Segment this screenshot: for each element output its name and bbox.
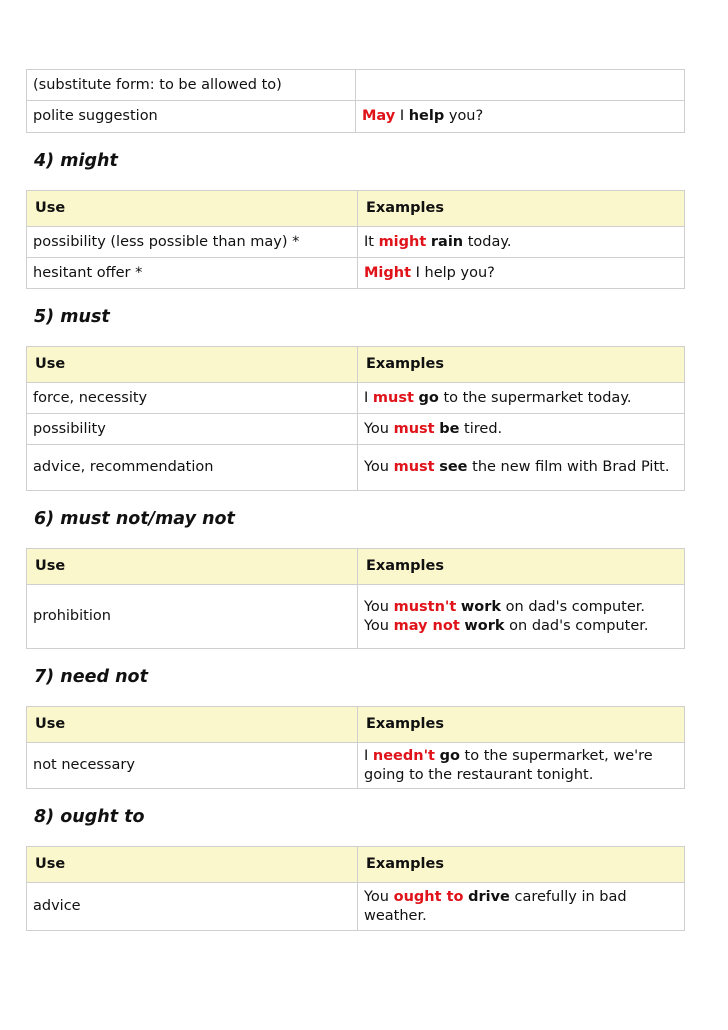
use-header: Use [27, 549, 358, 585]
use-cell: polite suggestion [27, 101, 356, 133]
modal-verb: mustn't [393, 598, 457, 615]
example-text: on dad's computer. [504, 617, 649, 634]
use-cell: prohibition [27, 585, 358, 649]
example-cell [358, 883, 685, 931]
table-header-row [27, 549, 685, 585]
example-cell [358, 585, 685, 649]
ought-to-table [26, 846, 685, 931]
examples-header: Examples [358, 549, 685, 585]
use-cell: advice [27, 883, 358, 931]
use-cell: (substitute form: to be allowed to) [27, 70, 356, 101]
modal-verb: might [378, 233, 427, 250]
modal-verb: must [372, 389, 414, 406]
need-not-table [26, 706, 685, 789]
example-cell [356, 70, 685, 101]
modal-verb: must [393, 459, 435, 475]
example-cell [358, 227, 685, 258]
use-cell: possibility (less possible than may) * [27, 227, 358, 258]
modal-verb: must [393, 420, 435, 437]
example-cell [358, 445, 685, 491]
example-text: You [364, 420, 394, 437]
must-not-table [26, 548, 685, 649]
example-text: I [364, 747, 373, 764]
main-verb: rain [430, 233, 464, 250]
table-row [27, 743, 685, 789]
example-cell [358, 383, 685, 414]
use-header: Use [27, 191, 358, 227]
table-row [27, 258, 685, 289]
example-text: the new film with Brad Pitt. [467, 459, 670, 475]
use-header: Use [27, 847, 358, 883]
main-verb: go [418, 389, 439, 406]
example-text: to the supermarket, we're going to the restaurant tonight. [364, 747, 653, 783]
modal-verb: May [362, 108, 396, 124]
main-verb: drive [468, 888, 510, 905]
use-cell: force, necessity [27, 383, 358, 414]
use-cell: advice, recommendation [27, 445, 358, 491]
use-header: Use [27, 347, 358, 383]
table-row [27, 70, 685, 101]
example-text: on dad's computer. [501, 598, 645, 615]
table-row [27, 227, 685, 258]
example-text: You [364, 617, 394, 634]
example-cell [358, 414, 685, 445]
example-text: to the supermarket today. [438, 389, 632, 406]
section-title-ought-to: 8) ought to [34, 807, 145, 827]
must-table [26, 346, 685, 491]
use-cell: not necessary [27, 743, 358, 789]
example-text: I [364, 389, 373, 406]
main-verb: work [464, 617, 505, 634]
use-cell: hesitant offer * [27, 258, 358, 289]
may-table-continued [26, 69, 685, 133]
table-header-row [27, 191, 685, 227]
table-row [27, 414, 685, 445]
modal-verb: Might [364, 264, 412, 281]
table-header-row [27, 847, 685, 883]
section-title-must-not: 6) must not/may not [34, 509, 235, 529]
document-page [26, 69, 685, 931]
main-verb: go [439, 747, 460, 764]
example-text: I help you? [411, 264, 495, 281]
example-text: You [364, 888, 394, 905]
section-title-might: 4) might [34, 151, 118, 171]
examples-header: Examples [358, 707, 685, 743]
example-text: today. [463, 233, 512, 250]
use-cell: possibility [27, 414, 358, 445]
example-cell [358, 258, 685, 289]
example-text: You [364, 459, 394, 475]
examples-header: Examples [358, 347, 685, 383]
example-text: You [364, 598, 394, 615]
use-header: Use [27, 707, 358, 743]
examples-header: Examples [358, 847, 685, 883]
main-verb: work [460, 598, 502, 615]
table-row [27, 585, 685, 649]
table-header-row [27, 707, 685, 743]
main-verb: be [439, 420, 460, 437]
example-text: carefully in bad weather. [364, 888, 627, 924]
examples-header: Examples [358, 191, 685, 227]
table-row [27, 883, 685, 931]
example-cell [358, 743, 685, 789]
main-verb: help [408, 108, 445, 124]
example-text: you? [444, 108, 484, 124]
modal-verb: may not [393, 617, 460, 634]
example-cell [356, 101, 685, 133]
table-row [27, 445, 685, 491]
modal-verb: needn't [372, 747, 435, 764]
modal-verb: ought to [393, 888, 464, 905]
table-row [27, 383, 685, 414]
section-title-need-not: 7) need not [34, 667, 148, 687]
example-text: tired. [459, 420, 503, 437]
might-table [26, 190, 685, 289]
table-header-row [27, 347, 685, 383]
example-text: I [395, 108, 409, 124]
section-title-must: 5) must [34, 307, 110, 327]
example-text: It [364, 233, 379, 250]
main-verb: see [439, 459, 468, 475]
table-row [27, 101, 685, 133]
